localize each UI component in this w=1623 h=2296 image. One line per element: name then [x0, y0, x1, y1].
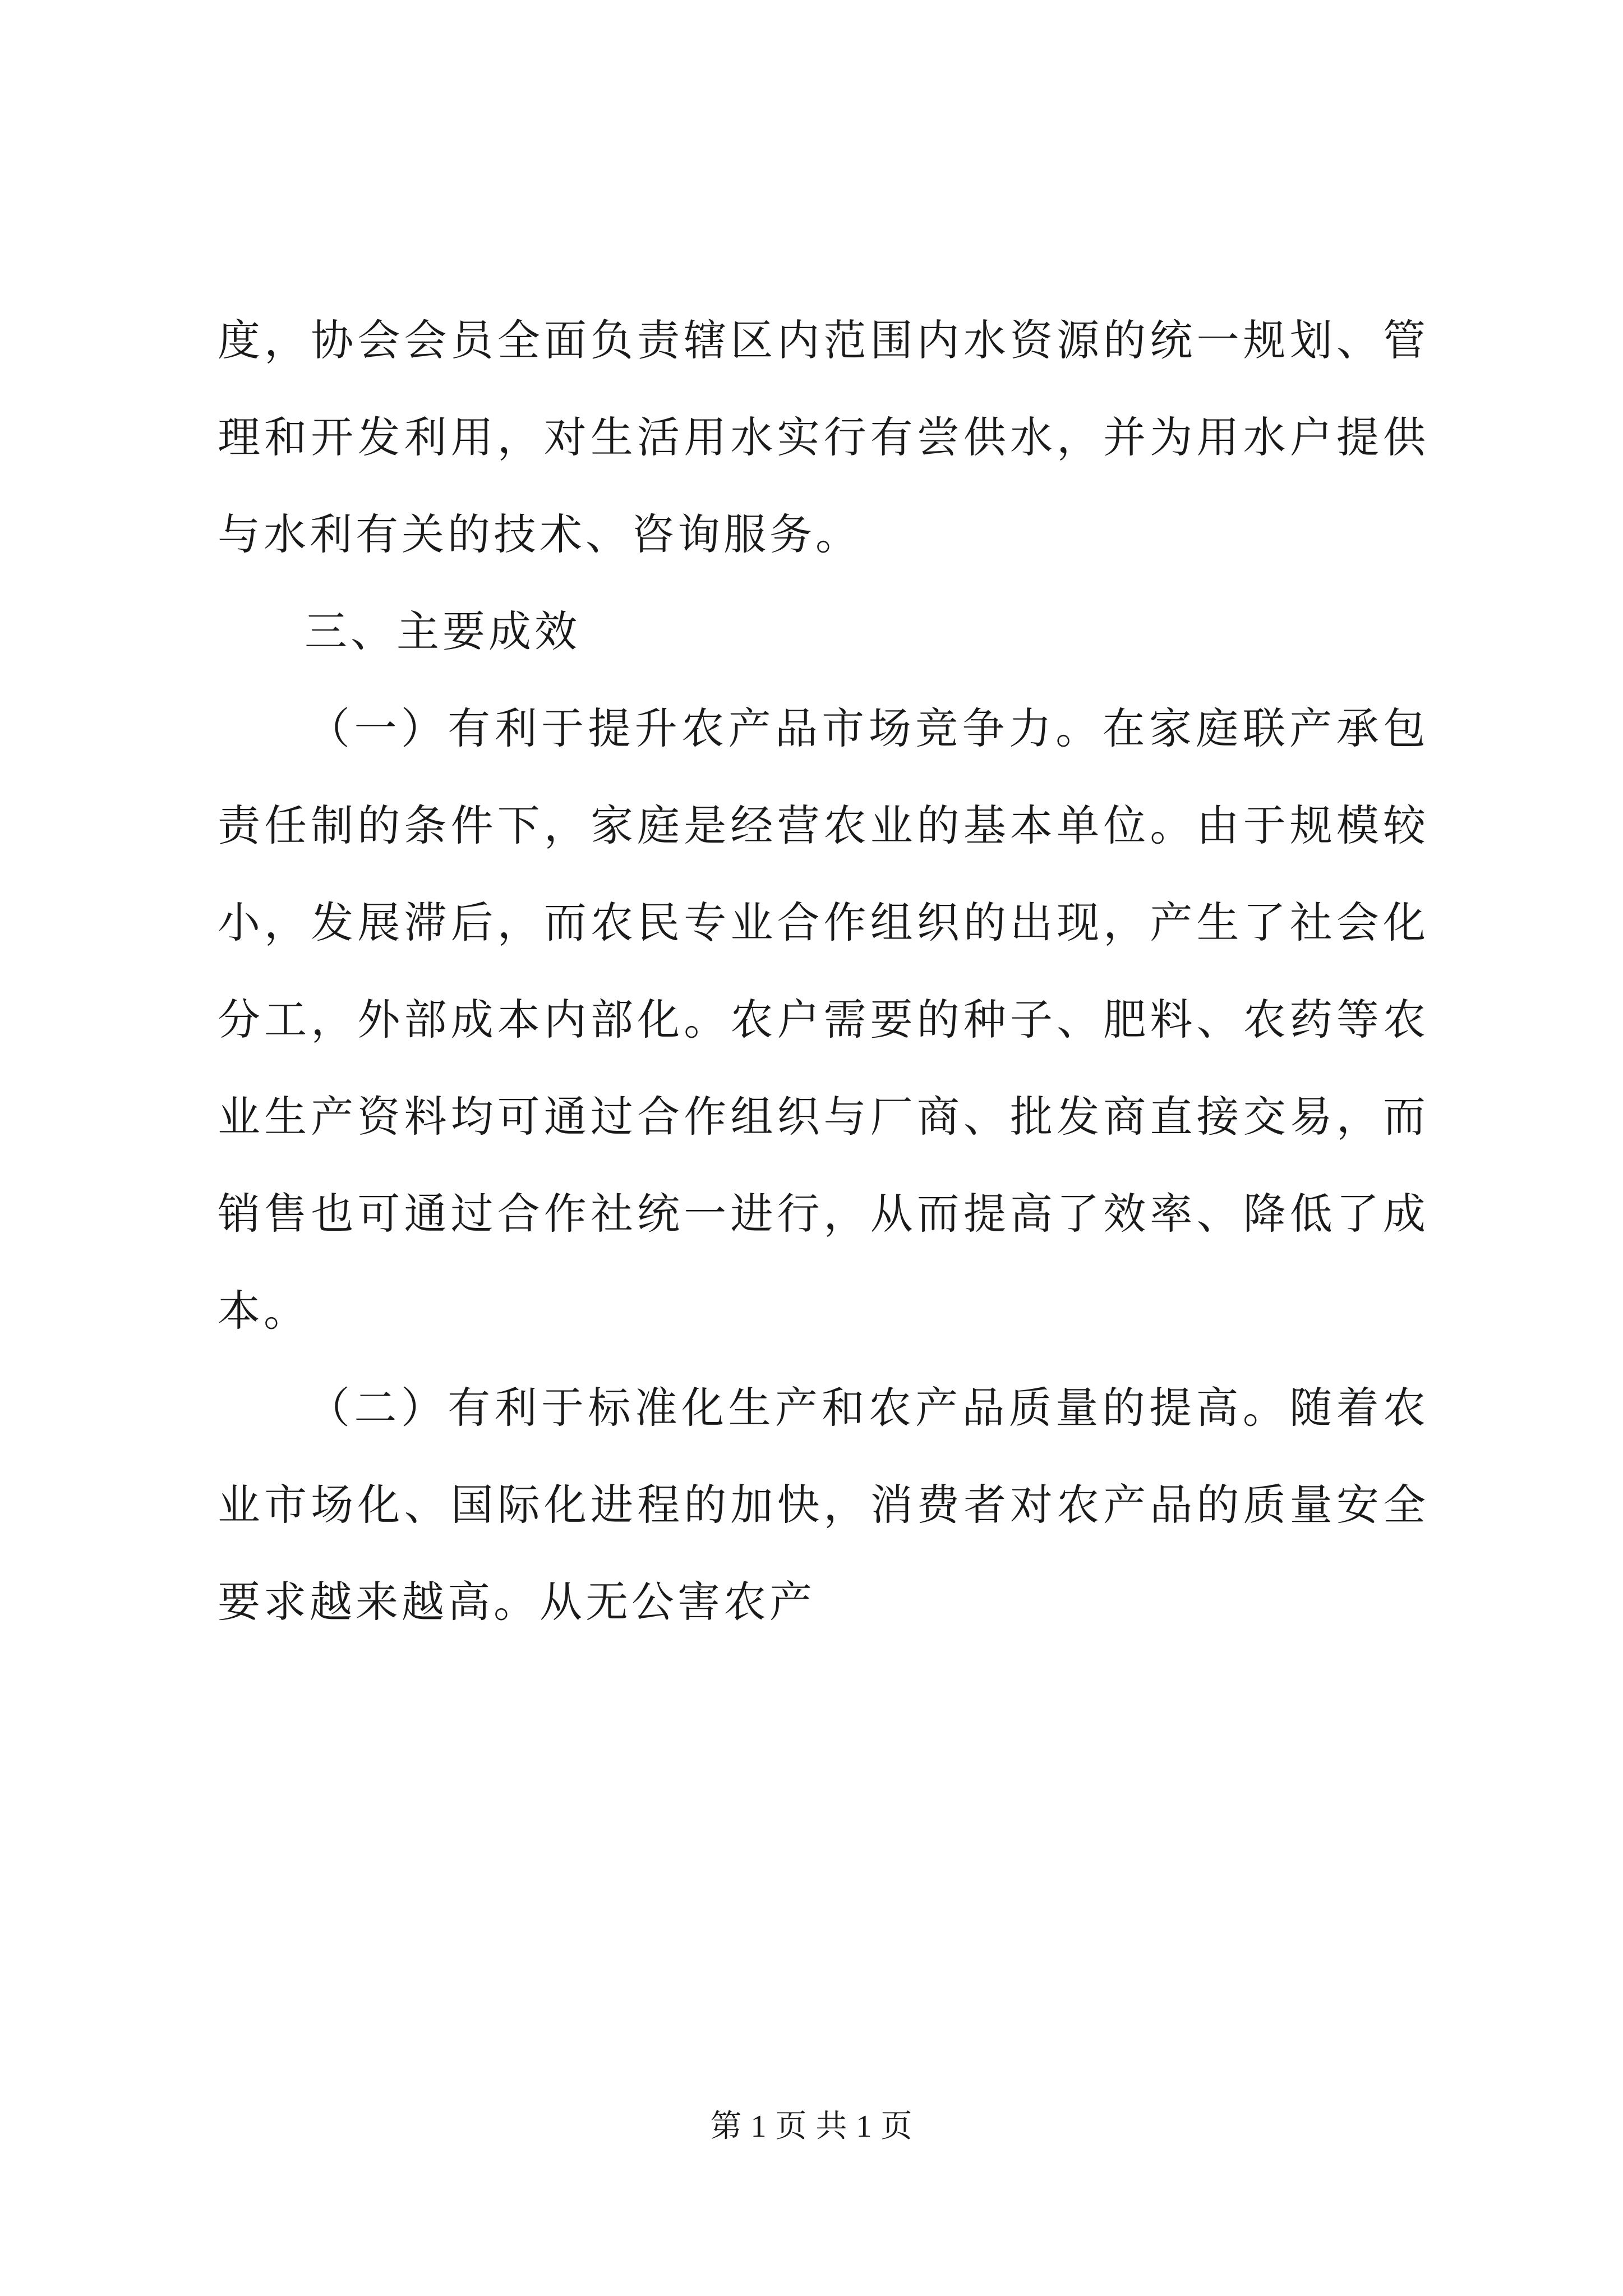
section-heading-main-results: 三、主要成效 [305, 606, 580, 656]
paragraph-competitiveness: （一）有利于提升农产品市场竞争力。在家庭联产承包责任制的条件下，家庭是经营农业的基本单位。由于规模较小，发展滞后，而农民专业合作组织的出现，产生了社会化分工，外部成本内部化。农户需要的种子、肥料、农药等农业生产资料均可通过合作组织与厂商、批发商直接交易，而销售也可通过合作社统一进行，从而提高了效率、降低了成本。 [218, 703, 1429, 1336]
document-body [218, 292, 1429, 1650]
paragraph-standardization: （二）有利于标准化生产和农产品质量的提高。随着农业市场化、国际化进程的加快，消费者对农产品的质量安全要求越来越高。从无公害农产 [218, 1383, 1429, 1627]
paragraph-continuation: 度，协会会员全面负责辖区内范围内水资源的统一规划、管理和开发利用，对生活用水实行有尝供水，并为用水户提供与水利有关的技术、咨询服务。 [218, 315, 1429, 559]
page-footer: 第 1 页 共 1 页 [710, 2109, 913, 2144]
